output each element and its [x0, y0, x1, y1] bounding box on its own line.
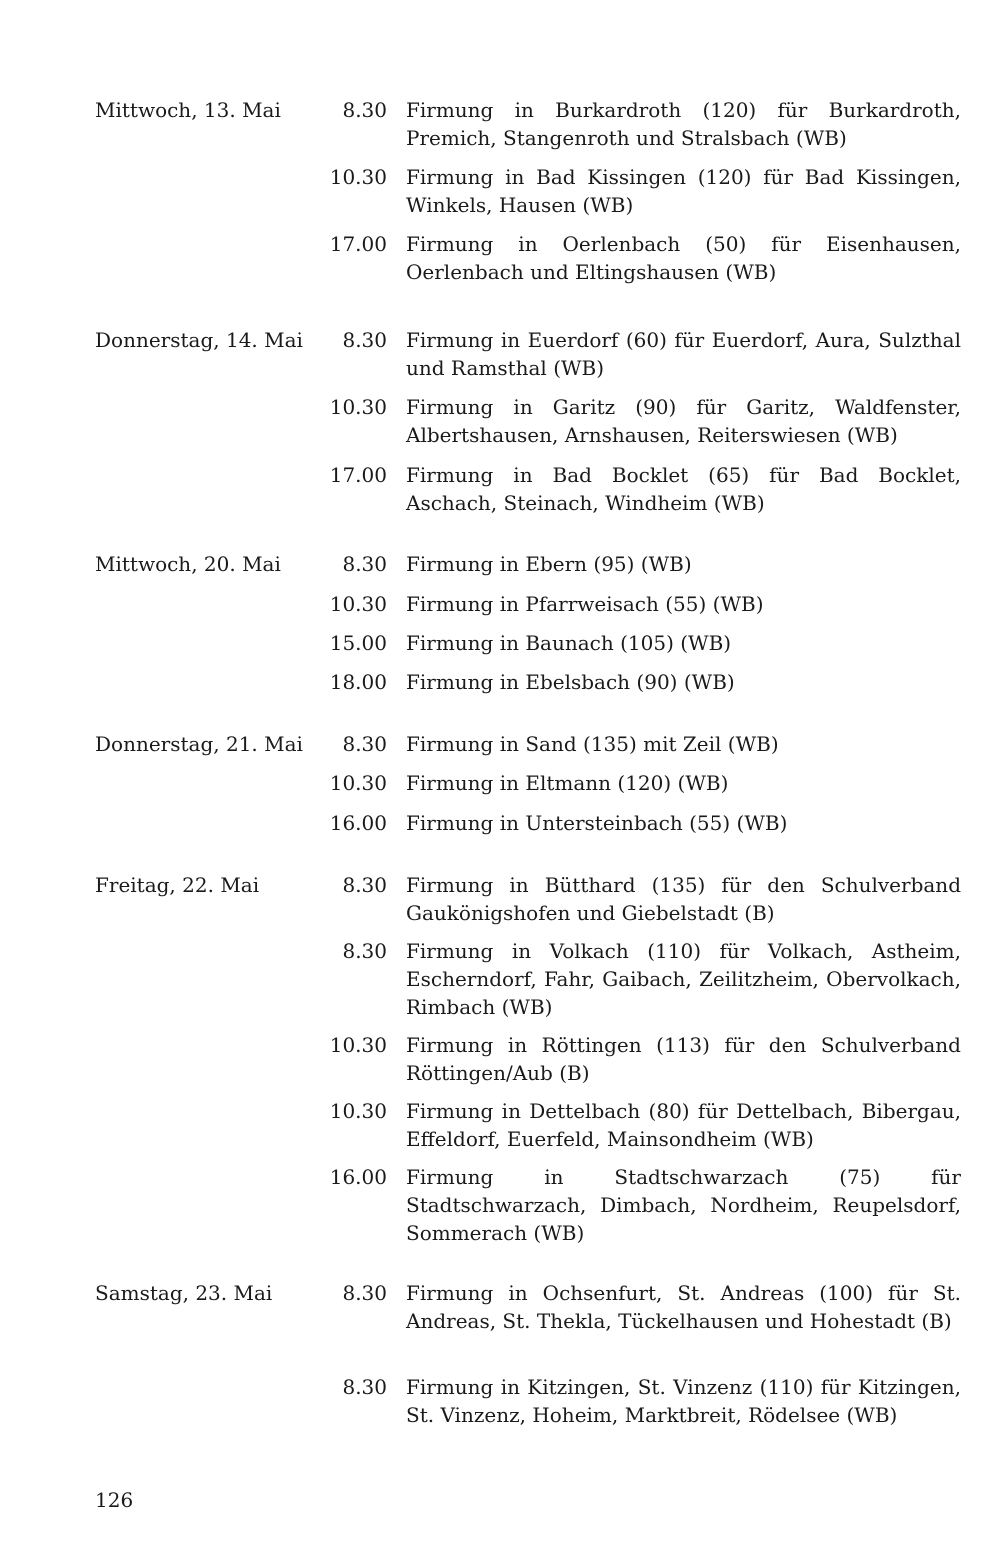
- entry-text: Firmung in Eltmann (120) (WB): [406, 771, 729, 795]
- entry-time: 15.00: [329, 631, 387, 655]
- entry-text: Firmung in Oerlenbach (50) für Eisenhausen, Oerlenbach und Eltingshausen (WB): [406, 232, 961, 284]
- entry-time: 8.30: [342, 873, 387, 897]
- day-label: Freitag, 22. Mai: [95, 873, 260, 897]
- entry-time: 8.30: [342, 732, 387, 756]
- page-number: 126: [95, 1488, 134, 1512]
- entry-text: Firmung in Volkach (110) für Volkach, Astheim, Escherndorf, Fahr, Gaibach, Zeilitzheim, Obervolkach, Rimbach (WB): [406, 939, 961, 1019]
- entry-time: 8.30: [342, 328, 387, 352]
- entry-text: Firmung in Sand (135) mit Zeil (WB): [406, 732, 779, 756]
- entry-text: Firmung in Euerdorf (60) für Euerdorf, Aura, Sulzthal und Ramsthal (WB): [406, 328, 961, 380]
- entry-time: 10.30: [329, 771, 387, 795]
- entry-text: Firmung in Ochsenfurt, St. Andreas (100) für St. Andreas, St. Thekla, Tückelhausen und Hohestadt (B): [406, 1281, 961, 1333]
- day-label: Mittwoch, 13. Mai: [95, 98, 281, 122]
- day-label: Donnerstag, 21. Mai: [95, 732, 303, 756]
- entry-time: 10.30: [329, 165, 387, 189]
- entry-time: 17.00: [329, 463, 387, 487]
- entry-text: Firmung in Ebern (95) (WB): [406, 552, 692, 576]
- entry-text: Firmung in Bütthard (135) für den Schulverband Gaukönigshofen und Giebelstadt (B): [406, 873, 961, 925]
- entry-text: Firmung in Bad Bocklet (65) für Bad Bocklet, Aschach, Steinach, Windheim (WB): [406, 463, 961, 515]
- entry-time: 8.30: [342, 552, 387, 576]
- entry-text: Firmung in Burkardroth (120) für Burkardroth, Premich, Stangenroth und Stralsbach (WB): [406, 98, 961, 150]
- entry-time: 18.00: [329, 670, 387, 694]
- entry-text: Firmung in Baunach (105) (WB): [406, 631, 732, 655]
- entry-time: 8.30: [342, 939, 387, 963]
- entry-time: 10.30: [329, 1033, 387, 1057]
- entry-time: 16.00: [329, 811, 387, 835]
- entry-text: Firmung in Ebelsbach (90) (WB): [406, 670, 735, 694]
- entry-time: 8.30: [342, 98, 387, 122]
- entry-text: Firmung in Dettelbach (80) für Dettelbach, Bibergau, Effeldorf, Euerfeld, Mainsondheim (WB): [406, 1099, 961, 1151]
- entry-time: 10.30: [329, 395, 387, 419]
- day-label: Mittwoch, 20. Mai: [95, 552, 281, 576]
- entry-time: 8.30: [342, 1375, 387, 1399]
- entry-time: 8.30: [342, 1281, 387, 1305]
- entry-time: 16.00: [329, 1165, 387, 1189]
- entry-text: Firmung in Röttingen (113) für den Schulverband Röttingen/Aub (B): [406, 1033, 961, 1085]
- entry-text: Firmung in Kitzingen, St. Vinzenz (110) für Kitzingen, St. Vinzenz, Hoheim, Marktbreit, Rödelsee (WB): [406, 1375, 961, 1427]
- entry-text: Firmung in Bad Kissingen (120) für Bad Kissingen, Winkels, Hausen (WB): [406, 165, 961, 217]
- entry-time: 10.30: [329, 592, 387, 616]
- entry-text: Firmung in Pfarrweisach (55) (WB): [406, 592, 764, 616]
- entry-time: 10.30: [329, 1099, 387, 1123]
- entry-time: 17.00: [329, 232, 387, 256]
- entry-text: Firmung in Untersteinbach (55) (WB): [406, 811, 788, 835]
- day-label: Samstag, 23. Mai: [95, 1281, 273, 1305]
- entry-text: Firmung in Garitz (90) für Garitz, Waldfenster, Albertshausen, Arnshausen, Reiterswiesen (WB): [406, 395, 961, 447]
- entry-text: Firmung in Stadtschwarzach (75) für Stadtschwarzach, Dimbach, Nordheim, Reupelsdorf, Sommerach (WB): [406, 1165, 961, 1245]
- day-label: Donnerstag, 14. Mai: [95, 328, 303, 352]
